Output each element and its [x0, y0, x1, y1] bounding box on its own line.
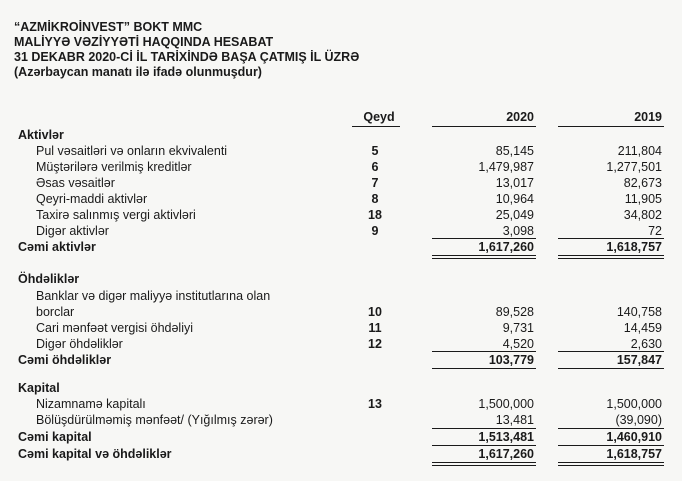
row-label: Banklar və digər maliyyə institutlarına olan [36, 289, 271, 303]
row-value-2020: 13,017 [495, 176, 534, 190]
row-label: Bölüşdürülməmiş mənfəət/ (Yığılmış zərər) [36, 413, 273, 427]
row-label: Əsas vəsaitlər [36, 176, 115, 190]
total-value-2019: 1,460,910 [606, 430, 662, 444]
row-note: 7 [371, 176, 379, 190]
double-underline [558, 255, 664, 259]
row-label: borclar [36, 305, 75, 319]
grand-total-value-2019: 1,618,757 [606, 447, 662, 461]
total-row [0, 352, 682, 368]
row-value-2020: 1,500,000 [478, 397, 534, 411]
capital-title: Kapital [18, 381, 60, 395]
table-row [0, 304, 682, 320]
row-value-2020: 89,528 [495, 305, 534, 319]
subtotal-line [558, 368, 664, 369]
grand-total-label: Cəmi kapital və öhdəliklər [18, 447, 172, 461]
total-row [0, 239, 682, 255]
table-row [0, 396, 682, 412]
row-value-2020: 10,964 [495, 192, 534, 206]
column-2019-header: 2019 [634, 110, 662, 124]
row-value-2019: 72 [648, 224, 662, 238]
table-row [0, 159, 682, 175]
row-note: 12 [368, 337, 382, 351]
row-value-2019: 11,905 [624, 192, 662, 206]
row-label: Digər öhdəliklər [36, 337, 123, 351]
table-row [0, 143, 682, 159]
section-title-row [0, 380, 682, 396]
table-row [0, 336, 682, 352]
total-row [0, 429, 682, 445]
row-value-2020: 25,049 [495, 208, 534, 222]
report-title: MALİYYƏ VƏZİYYƏTİ HAQQINDA HESABAT [14, 35, 274, 49]
row-label: Nizamnamə kapitalı [36, 397, 146, 411]
table-row [0, 207, 682, 223]
total-value-2020: 1,513,481 [478, 430, 534, 444]
row-label: Cari mənfəət vergisi öhdəliyi [36, 321, 194, 335]
row-note: 18 [368, 208, 382, 222]
subtotal-line [432, 368, 536, 369]
row-note: 11 [368, 321, 382, 335]
row-value-2020: 4,520 [502, 337, 534, 351]
total-value-2019: 157,847 [616, 353, 662, 367]
double-underline [558, 462, 664, 466]
row-value-2020: 85,145 [495, 144, 534, 158]
row-value-2020: 13,481 [495, 413, 534, 427]
report-date: 31 DEKABR 2020-Cİ İL TARİXİNDƏ BAŞA ÇATMIŞ İL ÜZRƏ [14, 50, 360, 64]
row-value-2019: 2,630 [630, 337, 662, 351]
row-label: Qeyri-maddi aktivlər [36, 192, 148, 206]
row-note: 10 [368, 305, 382, 319]
row-label: Pul vəsaitləri və onların ekvivalenti [36, 144, 228, 158]
row-value-2020: 9,731 [502, 321, 534, 335]
row-value-2019: 211,804 [617, 144, 662, 158]
table-row [0, 175, 682, 191]
total-label: Cəmi öhdəliklər [18, 353, 112, 367]
column-header-row [0, 109, 682, 125]
row-value-2020: 1,479,987 [478, 160, 534, 174]
table-row [0, 288, 682, 304]
section-title-row [0, 271, 682, 287]
total-value-2020: 1,617,260 [478, 240, 534, 254]
row-note: 8 [371, 192, 379, 206]
total-value-2020: 103,779 [488, 353, 534, 367]
row-value-2019: 1,500,000 [606, 397, 662, 411]
table-row [0, 223, 682, 239]
assets-title: Aktivlər [18, 128, 64, 142]
table-row [0, 191, 682, 207]
section-title-row [0, 127, 682, 143]
row-label: Müştərilərə verilmiş kreditlər [36, 160, 192, 174]
row-value-2019: 34,802 [623, 208, 662, 222]
currency-note: (Azərbaycan manatı ilə ifadə olunmuşdur) [14, 65, 262, 79]
total-label: Cəmi aktivlər [18, 240, 96, 254]
company-name: “AZMİKROİNVEST” BOKT MMC [14, 20, 203, 34]
row-value-2019: 14,459 [623, 321, 662, 335]
double-underline [432, 255, 536, 259]
grand-total-row [0, 446, 682, 462]
row-value-2019: 140,758 [616, 305, 662, 319]
row-value-2019: 1,277,501 [606, 160, 662, 174]
row-note: 13 [368, 397, 382, 411]
row-note: 5 [371, 144, 379, 158]
grand-total-value-2020: 1,617,260 [478, 447, 534, 461]
double-underline [432, 462, 536, 466]
column-note-header: Qeyd [363, 110, 395, 124]
table-row [0, 320, 682, 336]
table-row [0, 412, 682, 428]
column-2020-header: 2020 [506, 110, 534, 124]
row-label: Digər aktivlər [36, 224, 109, 238]
row-label: Taxirə salınmış vergi aktivləri [36, 208, 196, 222]
row-value-2020: 3,098 [502, 224, 534, 238]
total-value-2019: 1,618,757 [606, 240, 662, 254]
row-value-2019: 82,673 [623, 176, 662, 190]
total-label: Cəmi kapital [18, 430, 92, 444]
row-note: 6 [371, 160, 379, 174]
row-note: 9 [371, 224, 379, 238]
row-value-2019: (39,090) [615, 413, 662, 427]
liabilities-title: Öhdəliklər [18, 272, 80, 286]
